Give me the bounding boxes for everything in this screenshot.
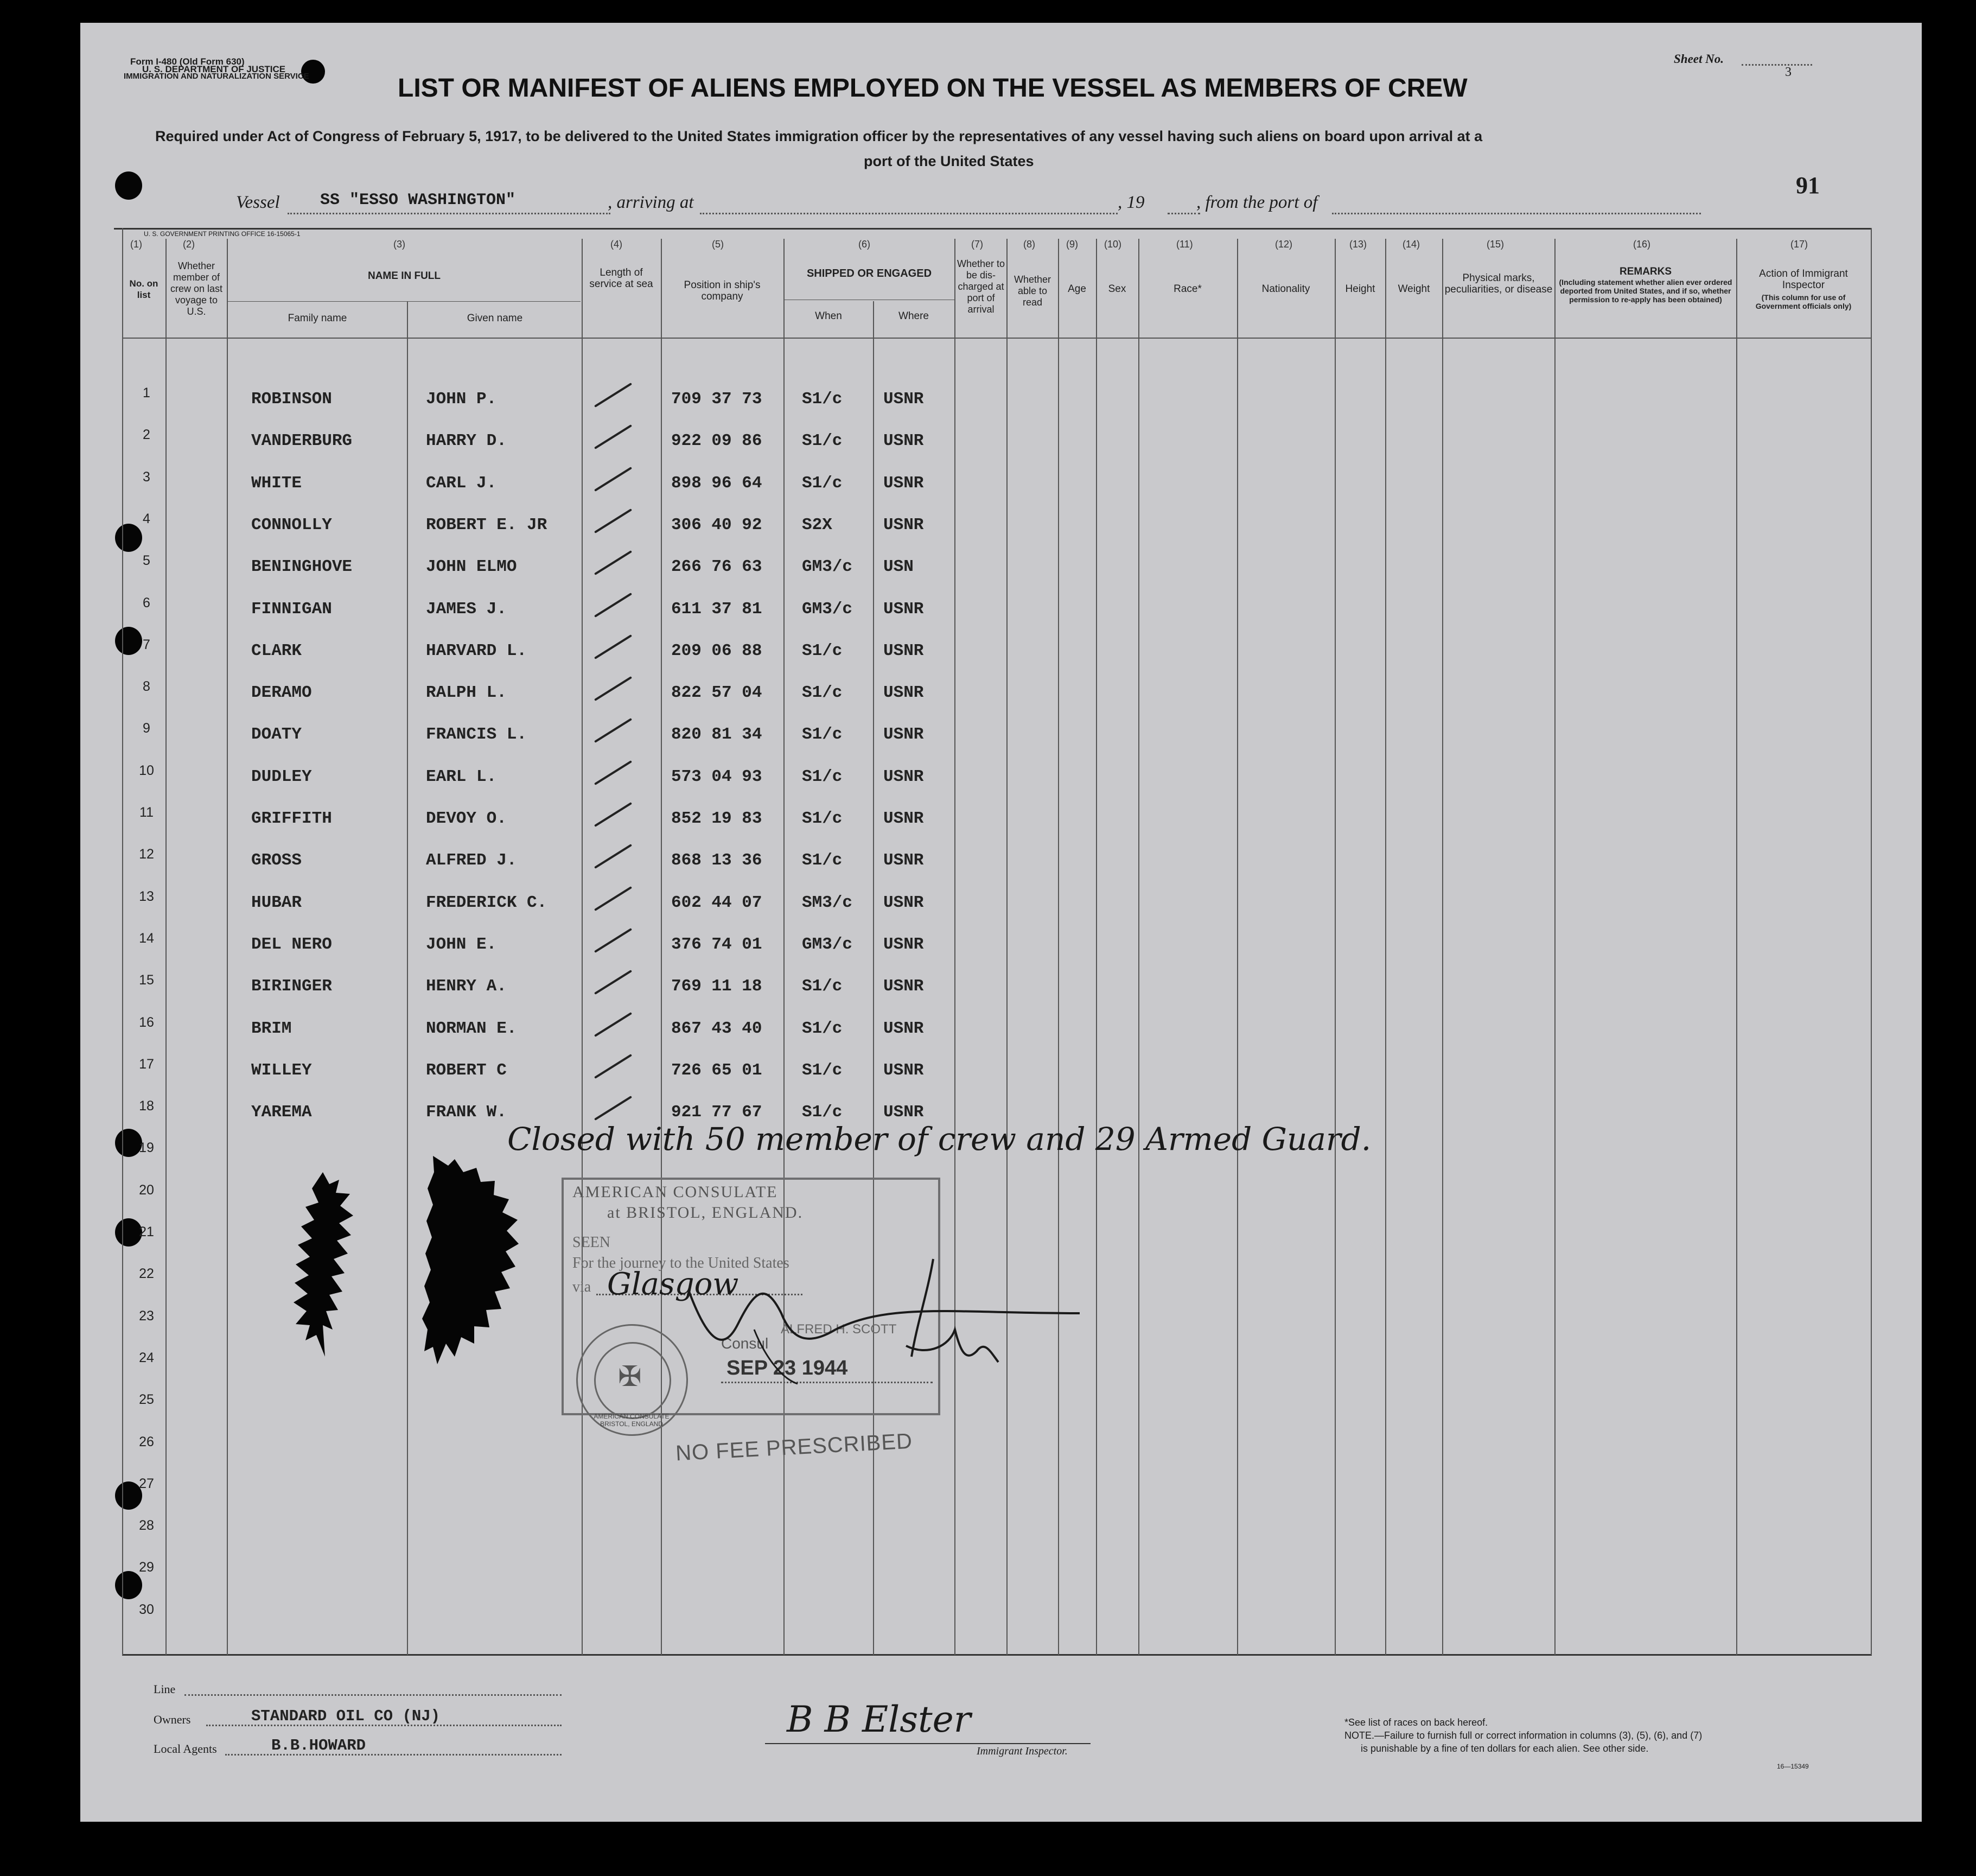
agents-value: B.B.HOWARD xyxy=(271,1737,366,1754)
header-inspector-action: Action of Immigrant Inspector xyxy=(1759,268,1848,291)
row-number: 23 xyxy=(139,1308,154,1324)
col-border xyxy=(582,239,583,1655)
given-name: JOHN E. xyxy=(426,934,497,954)
header-bottom-border xyxy=(122,338,1872,339)
table-top-border xyxy=(114,228,1872,230)
service-branch: USNR xyxy=(883,893,924,912)
given-name: JAMES J. xyxy=(426,599,507,619)
given-name: FRANCIS L. xyxy=(426,725,527,745)
header-physical-marks: Physical marks, peculiarities, or disease xyxy=(1444,272,1553,295)
header-remarks: REMARKS xyxy=(1619,266,1672,277)
rating: S2X xyxy=(802,515,832,535)
department: U. S. DEPARTMENT OF JUSTICE xyxy=(142,64,286,74)
col-num-7: (7) xyxy=(971,239,983,250)
given-name: HENRY A. xyxy=(426,977,507,996)
header-nationality: Nationality xyxy=(1261,283,1310,295)
arriving-line xyxy=(700,213,1118,214)
header-sex: Sex xyxy=(1108,283,1126,295)
family-name: DEL NERO xyxy=(251,934,332,954)
owners-label: Owners xyxy=(154,1713,191,1726)
row-number: 18 xyxy=(139,1098,154,1114)
col-border xyxy=(1736,239,1737,1655)
agents-label: Local Agents xyxy=(154,1742,217,1756)
inspector-label: Immigrant Inspector. xyxy=(977,1745,1068,1757)
consulate-seal xyxy=(576,1324,688,1436)
col-num-3: (3) xyxy=(393,239,405,250)
page-subtitle: Required under Act of Congress of February 5, 1917, to be delivered to the United States immigration officer by the representatives of any vessel having such aliens on board upon arrival at a xyxy=(155,128,1483,144)
row-number: 1 xyxy=(143,385,150,400)
row-number: 5 xyxy=(143,553,150,569)
fine-note-1: NOTE.—Failure to furnish full or correct information in columns (3), (5), (6), and (7) xyxy=(1344,1730,1703,1741)
stamp-officer-title: Consul xyxy=(721,1335,769,1352)
col-border xyxy=(1138,239,1139,1655)
rating: GM3/c xyxy=(802,557,853,577)
col-border xyxy=(1006,239,1008,1655)
col-num-16: (16) xyxy=(1633,239,1651,250)
row-number: 26 xyxy=(139,1434,154,1449)
col-num-8: (8) xyxy=(1023,239,1035,250)
rating: S1/c xyxy=(802,1103,843,1122)
header-last-voyage: Whether member of crew on last voyage to U.S. xyxy=(170,260,223,317)
row-number: 3 xyxy=(143,469,150,485)
line-label: Line xyxy=(154,1682,176,1696)
seal-eagle-icon: ✠ xyxy=(618,1361,642,1392)
year-label: , 19 xyxy=(1118,193,1145,212)
stamp-seen: SEEN xyxy=(572,1234,610,1251)
service-branch: USNR xyxy=(883,473,924,493)
service-branch: USNR xyxy=(883,641,924,660)
service-branch: USNR xyxy=(883,599,924,619)
sheet-number: 3 xyxy=(1785,65,1792,79)
col-num-12: (12) xyxy=(1275,239,1293,250)
row-number: 22 xyxy=(139,1266,154,1282)
header-remarks-note: (Including statement whether alien ever ordered deported from United States, and if so, whether permission to re-apply has been obtained) xyxy=(1559,278,1732,304)
col-border xyxy=(165,239,167,1655)
header-age: Age xyxy=(1068,283,1086,295)
service-branch: USNR xyxy=(883,683,924,703)
service-branch: USNR xyxy=(883,851,924,870)
owners-value: STANDARD OIL CO (NJ) xyxy=(251,1707,441,1725)
service-branch: USNR xyxy=(883,515,924,535)
col-border xyxy=(661,239,662,1655)
header-able-to-read: Whether able to read xyxy=(1014,274,1051,308)
row-number: 17 xyxy=(139,1056,154,1072)
page-subtitle-2: port of the United States xyxy=(864,153,1034,169)
row-number: 2 xyxy=(143,427,150,443)
form-code: 16—15349 xyxy=(1777,1763,1809,1770)
col-border xyxy=(227,239,228,1655)
rating: SM3/c xyxy=(802,893,853,912)
col-num-6: (6) xyxy=(858,239,870,250)
family-name: GROSS xyxy=(251,851,302,870)
row-number: 24 xyxy=(139,1350,154,1365)
row-number: 4 xyxy=(143,511,150,526)
rating: S1/c xyxy=(802,1060,843,1080)
rating: S1/c xyxy=(802,809,843,828)
family-name: BIRINGER xyxy=(251,977,332,996)
from-port-label: , from the port of xyxy=(1196,193,1318,212)
service-number: 921 77 67 xyxy=(671,1103,762,1122)
col-border xyxy=(1096,239,1097,1655)
sheet-no-line xyxy=(1742,64,1812,66)
service-number: 709 37 73 xyxy=(671,390,762,409)
given-name: EARL L. xyxy=(426,767,497,786)
rating: S1/c xyxy=(802,977,843,996)
row-number: 28 xyxy=(139,1518,154,1534)
redaction-blot xyxy=(290,1172,355,1357)
service-branch: USNR xyxy=(883,1019,924,1038)
row-number: 25 xyxy=(139,1392,154,1408)
row-number: 29 xyxy=(139,1560,154,1575)
row-number: 11 xyxy=(139,805,154,820)
row-number: 16 xyxy=(139,1014,154,1030)
given-name: FREDERICK C. xyxy=(426,893,547,912)
given-name: ALFRED J. xyxy=(426,851,517,870)
given-name: ROBERT C xyxy=(426,1060,507,1080)
col-border xyxy=(407,301,408,1655)
col-num-5: (5) xyxy=(712,239,724,250)
header-no-on-list: No. on list xyxy=(129,278,158,300)
sheet-label: Sheet No. xyxy=(1674,52,1724,66)
col-border xyxy=(1871,228,1872,1655)
year-line xyxy=(1168,213,1200,214)
row-number: 8 xyxy=(143,679,150,695)
punch-hole xyxy=(115,171,142,200)
service-branch: USNR xyxy=(883,390,924,409)
col-num-11: (11) xyxy=(1176,239,1193,250)
given-name: JOHN ELMO xyxy=(426,557,517,577)
redaction-blot xyxy=(422,1156,520,1373)
service-number: 868 13 36 xyxy=(671,851,762,870)
col-num-13: (13) xyxy=(1349,239,1367,250)
family-name: WHITE xyxy=(251,473,302,493)
rating: S1/c xyxy=(802,683,843,703)
header-shipped-engaged: SHIPPED OR ENGAGED xyxy=(806,268,932,279)
row-number: 27 xyxy=(139,1476,154,1491)
service-number: 726 65 01 xyxy=(671,1060,762,1080)
inspector-signature-line xyxy=(765,1743,1091,1744)
given-name: NORMAN E. xyxy=(426,1019,517,1038)
family-name: YAREMA xyxy=(251,1103,312,1122)
service-number: 852 19 83 xyxy=(671,809,762,828)
rating: S1/c xyxy=(802,725,843,745)
col-border xyxy=(1554,239,1556,1655)
row-number: 20 xyxy=(139,1182,154,1198)
row-number: 10 xyxy=(139,762,154,778)
family-name: CONNOLLY xyxy=(251,515,332,535)
family-name: FINNIGAN xyxy=(251,599,332,619)
service-number: 822 57 04 xyxy=(671,683,762,703)
service-number: 573 04 93 xyxy=(671,767,762,786)
col-num-9: (9) xyxy=(1066,239,1078,250)
arriving-label: , arriving at xyxy=(608,193,694,212)
vessel-line xyxy=(288,213,610,214)
col-border xyxy=(1237,239,1238,1655)
col-num-1: (1) xyxy=(130,239,142,250)
col-border xyxy=(1442,239,1443,1655)
rating: S1/c xyxy=(802,851,843,870)
seal-text: AMERICAN CONSULATE BRISTOL, ENGLAND xyxy=(594,1413,670,1428)
row-number: 21 xyxy=(139,1224,154,1239)
service-branch: USNR xyxy=(883,1103,924,1122)
col-num-4: (4) xyxy=(610,239,622,250)
service-number: 867 43 40 xyxy=(671,1019,762,1038)
row-number: 13 xyxy=(139,888,154,904)
family-name: CLARK xyxy=(251,641,302,660)
service-number: 602 44 07 xyxy=(671,893,762,912)
header-discharged: Whether to be dis-charged at port of arrival xyxy=(957,258,1005,315)
printing-office: U. S. GOVERNMENT PRINTING OFFICE 16-15065-1 xyxy=(144,230,301,238)
stamp-line2: at BRISTOL, ENGLAND. xyxy=(607,1204,804,1222)
row-number: 15 xyxy=(139,972,154,988)
service-branch: USNR xyxy=(883,431,924,451)
stamp-via-handwriting: Glasgow xyxy=(607,1267,739,1302)
family-name: VANDERBURG xyxy=(251,431,353,451)
family-name: DUDLEY xyxy=(251,767,312,786)
service-number: 376 74 01 xyxy=(671,934,762,954)
header-inspector-note: (This column for use of Government officials only) xyxy=(1755,293,1852,310)
rating: S1/c xyxy=(802,1019,843,1038)
races-note: *See list of races on back hereof. xyxy=(1344,1717,1488,1728)
given-name: ROBERT E. JR xyxy=(426,515,547,535)
inspector-signature: B B Elster xyxy=(787,1699,971,1740)
consul-signature xyxy=(673,1248,1107,1389)
family-name: DOATY xyxy=(251,725,302,745)
col-border xyxy=(122,228,123,1655)
stamp-line1: AMERICAN CONSULATE xyxy=(572,1183,778,1201)
stamp-date: SEP 23 1944 xyxy=(726,1357,848,1379)
header-family-name: Family name xyxy=(288,313,347,324)
rating: GM3/c xyxy=(802,599,853,619)
service-number: 898 96 64 xyxy=(671,473,762,493)
service-number: 769 11 18 xyxy=(671,977,762,996)
col-num-17: (17) xyxy=(1790,239,1808,250)
family-name: BENINGHOVE xyxy=(251,557,353,577)
service-branch: USNR xyxy=(883,767,924,786)
row-number: 9 xyxy=(143,721,150,736)
row-number: 30 xyxy=(139,1601,154,1617)
service-branch: USN xyxy=(883,557,914,577)
family-name: GRIFFITH xyxy=(251,809,332,828)
stamp-via-label: via xyxy=(572,1279,591,1295)
service-branch: USNR xyxy=(883,809,924,828)
name-subheader-line xyxy=(228,301,581,302)
line-field xyxy=(184,1694,562,1696)
family-name: DERAMO xyxy=(251,683,312,703)
row-number: 14 xyxy=(139,930,154,946)
punch-hole xyxy=(115,524,142,552)
row-number: 12 xyxy=(139,847,154,862)
vessel-name: SS "ESSO WASHINGTON" xyxy=(320,191,516,209)
col-border xyxy=(1058,239,1059,1655)
header-position: Position in ship's company xyxy=(684,279,761,302)
given-name: HARRY D. xyxy=(426,431,507,451)
service-number: 266 76 63 xyxy=(671,557,762,577)
header-name-in-full: NAME IN FULL xyxy=(367,270,441,282)
service-number: 820 81 34 xyxy=(671,725,762,745)
service: IMMIGRATION AND NATURALIZATION SERVICE xyxy=(124,72,309,81)
rating: S1/c xyxy=(802,767,843,786)
service-branch: USNR xyxy=(883,934,924,954)
row-number: 6 xyxy=(143,595,150,611)
header-length-of-service: Length of service at sea xyxy=(589,267,653,290)
rating: S1/c xyxy=(802,473,843,493)
given-name: RALPH L. xyxy=(426,683,507,703)
header-race: Race* xyxy=(1174,283,1202,295)
row-number: 19 xyxy=(139,1140,154,1156)
port-line xyxy=(1332,213,1701,214)
given-name: CARL J. xyxy=(426,473,497,493)
no-fee-stamp: NO FEE PRESCRIBED xyxy=(675,1429,913,1466)
page-title: LIST OR MANIFEST OF ALIENS EMPLOYED ON THE VESSEL AS MEMBERS OF CREW xyxy=(398,74,1468,103)
col-border xyxy=(1385,239,1386,1655)
service-number: 922 09 86 xyxy=(671,431,762,451)
form-number: Form I-480 (Old Form 630) xyxy=(130,56,245,67)
header-height: Height xyxy=(1345,283,1375,295)
col-num-10: (10) xyxy=(1104,239,1122,250)
rating: S1/c xyxy=(802,641,843,660)
rating: S1/c xyxy=(802,390,843,409)
given-name: DEVOY O. xyxy=(426,809,507,828)
service-branch: USNR xyxy=(883,977,924,996)
vessel-label: Vessel xyxy=(236,193,280,212)
given-name: FRANK W. xyxy=(426,1103,507,1122)
col-border xyxy=(1335,239,1336,1655)
family-name: ROBINSON xyxy=(251,390,332,409)
stamp-journey: For the journey to the United States xyxy=(572,1255,789,1271)
given-name: HARVARD L. xyxy=(426,641,527,660)
stamp-officer: ALFRED H. SCOTT xyxy=(781,1322,897,1337)
handwritten-closing-note: Closed with 50 member of crew and 29 Armed Guard. xyxy=(507,1121,1372,1158)
family-name: HUBAR xyxy=(251,893,302,912)
family-name: WILLEY xyxy=(251,1060,312,1080)
page-number: 91 xyxy=(1796,172,1820,199)
service-number: 306 40 92 xyxy=(671,515,762,535)
header-given-name: Given name xyxy=(467,313,523,324)
col-num-2: (2) xyxy=(183,239,195,250)
service-branch: USNR xyxy=(883,725,924,745)
col-border xyxy=(954,239,955,1655)
given-name: JOHN P. xyxy=(426,390,497,409)
service-number: 611 37 81 xyxy=(671,599,762,619)
col-num-15: (15) xyxy=(1487,239,1505,250)
row-number: 7 xyxy=(143,637,150,652)
table-bottom-border xyxy=(122,1654,1872,1656)
col-num-14: (14) xyxy=(1403,239,1420,250)
rating: S1/c xyxy=(802,431,843,451)
header-when: When xyxy=(815,310,842,322)
service-number: 209 06 88 xyxy=(671,641,762,660)
header-where: Where xyxy=(898,310,929,322)
service-branch: USNR xyxy=(883,1060,924,1080)
header-weight: Weight xyxy=(1398,283,1430,295)
fine-note-2: is punishable by a fine of ten dollars for each alien. See other side. xyxy=(1361,1743,1649,1754)
rating: GM3/c xyxy=(802,934,853,954)
family-name: BRIM xyxy=(251,1019,292,1038)
